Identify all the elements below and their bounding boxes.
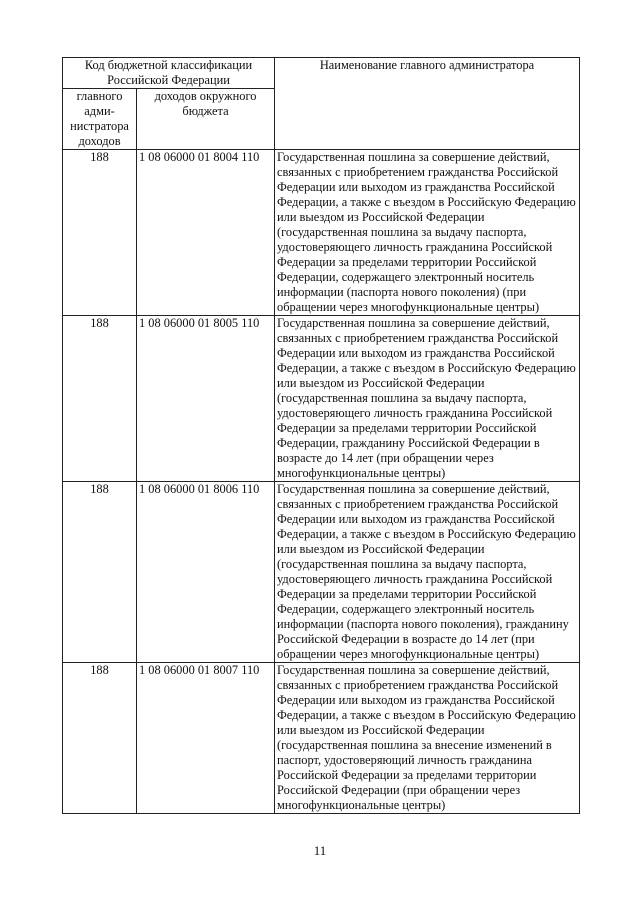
admin-code-cell: 188 [63,316,137,482]
admin-code-cell: 188 [63,150,137,316]
budget-code-cell: 1 08 06000 01 8005 110 [137,316,275,482]
admin-code-cell: 188 [63,663,137,814]
header-admin-cell: главного адми-нистратора доходов [63,89,137,150]
table-row [63,316,580,482]
budget-code-cell: 1 08 06000 01 8004 110 [137,150,275,316]
budget-code-cell: 1 08 06000 01 8006 110 [137,482,275,663]
budget-code-cell: 1 08 06000 01 8007 110 [137,663,275,814]
table-row [63,482,580,663]
administrator-name-cell: Государственная пошлина за совершение действий, связанных с приобретением гражданства Российской Федерации или выходом из гражданства Российской Федерации, а также с въездом в Российскую Федерацию или выездом из Российской Федерации (государственная пошлина за внесение изменений в паспорт, удостоверяющий личность гражданина Российской Федерации за пределами территории Российской Федерации (при обращении через многофункциональные центры) [275,663,580,814]
administrator-name-cell: Государственная пошлина за совершение действий, связанных с приобретением гражданства Российской Федерации или выходом из гражданства Российской Федерации, а также с въездом в Российскую Федерацию или выездом из Российской Федерации (государственная пошлина за выдачу паспорта, удостоверяющего личность гражданина Российской Федерации за пределами территории Российской Федерации, содержащего электронный носитель информации (паспорта нового поколения), гражданину Российской Федерации в возрасте до 14 лет (при обращении через многофункциональные центры) [275,482,580,663]
header-code-cell: доходов окружного бюджета [137,89,275,150]
header-row-group [63,58,580,89]
table-row [63,663,580,814]
header-name-cell: Наименование главного администратора [275,58,580,150]
admin-code-cell: 188 [63,482,137,663]
budget-classification-table [62,57,580,814]
table-row [63,150,580,316]
header-group-cell: Код бюджетной классификации Российской Федерации [63,58,275,89]
administrator-name-cell: Государственная пошлина за совершение действий, связанных с приобретением гражданства Российской Федерации или выходом из гражданства Российской Федерации, а также с въездом в Российскую Федерацию или выездом из Российской Федерации (государственная пошлина за выдачу паспорта, удостоверяющего личность гражданина Российской Федерации за пределами территории Российской Федерации, содержащего электронный носитель информации (паспорта нового поколения) (при обращении через многофункциональные центры) [275,150,580,316]
page-number: 11 [313,843,327,858]
administrator-name-cell: Государственная пошлина за совершение действий, связанных с приобретением гражданства Российской Федерации или выходом из гражданства Российской Федерации, а также с въездом в Российскую Федерацию или выездом из Российской Федерации (государственная пошлина за выдачу паспорта, удостоверяющего личность гражданина Российской Федерации за пределами территории Российской Федерации, гражданину Российской Федерации в возрасте до 14 лет (при обращении через многофункциональные центры) [275,316,580,482]
